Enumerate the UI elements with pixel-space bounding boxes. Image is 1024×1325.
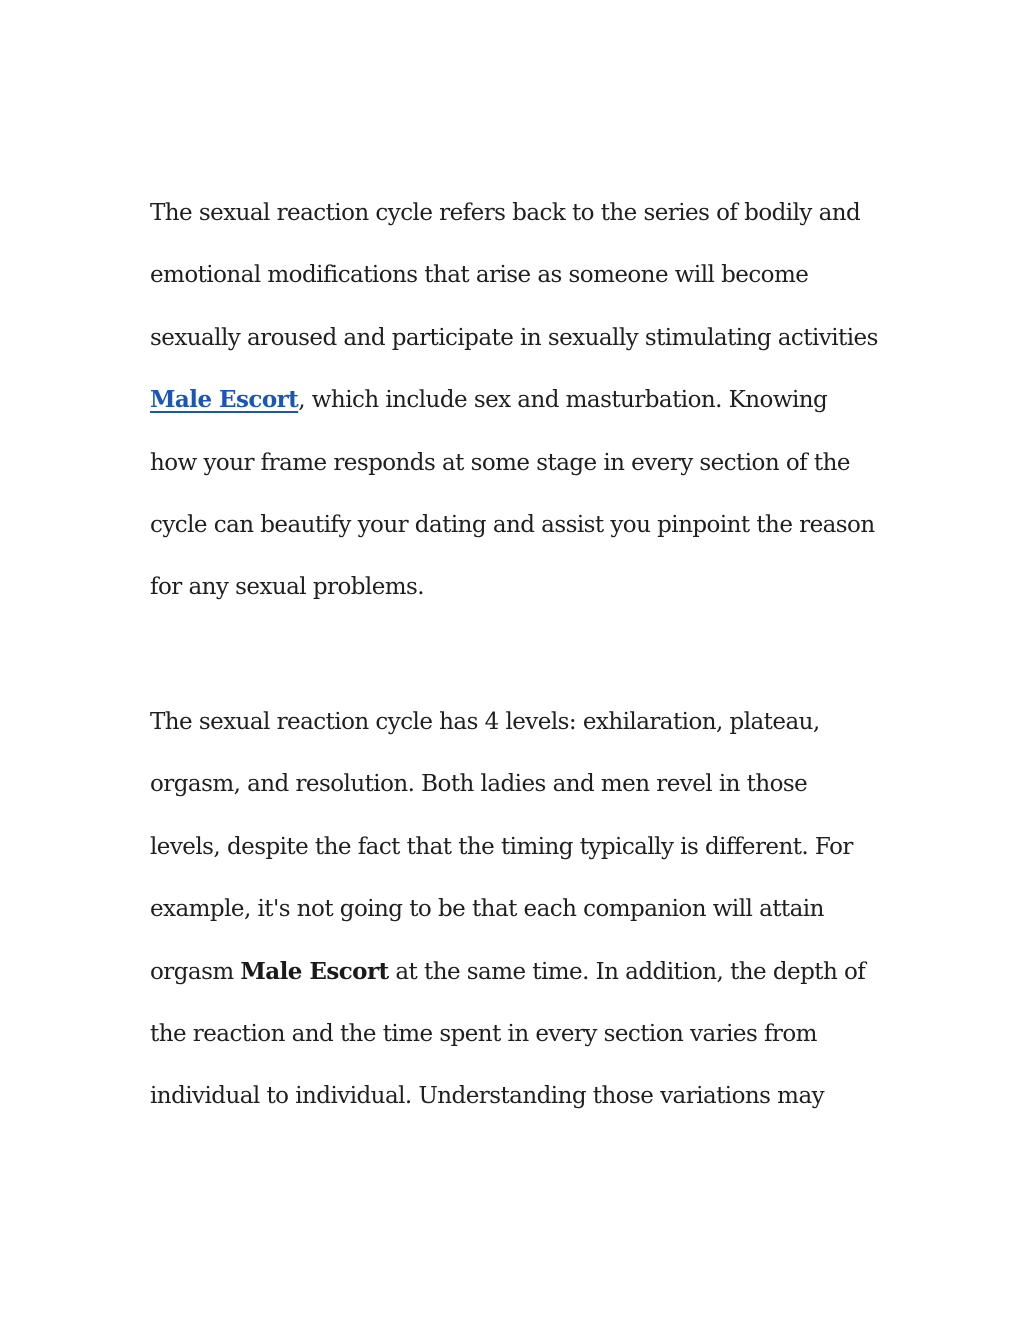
text-fragment: orgasm — [150, 958, 241, 985]
text-line: cycle can beautify your dating and assist you pinpoint the reason — [150, 511, 875, 538]
text-line: individual to individual. Understanding those variations may — [150, 1083, 825, 1110]
male-escort-link[interactable]: Male Escort — [150, 386, 299, 414]
male-escort-bold-text: Male Escort — [240, 957, 389, 985]
text-line: orgasm, and resolution. Both ladies and men revel in those — [150, 771, 808, 798]
text-fragment: , which include sex and masturbation. Knowing — [298, 387, 828, 414]
text-line: example, it's not going to be that each companion will attain — [150, 896, 824, 923]
text-line: for any sexual problems. — [150, 574, 425, 601]
text-line: sexually aroused and participate in sexually stimulating activities — [150, 324, 878, 351]
paragraph-sexual-reaction-cycle-intro — [150, 182, 880, 619]
text-line: emotional modifications that arise as someone will become — [150, 262, 809, 289]
text-line-with-bold — [150, 941, 880, 1003]
text-line: The sexual reaction cycle refers back to the series of bodily and — [150, 200, 861, 226]
text-line: levels, despite the fact that the timing typically is different. For — [150, 833, 853, 860]
text-line: The sexual reaction cycle has 4 levels: exhilaration, plateau, — [150, 709, 820, 735]
text-line-with-link — [150, 369, 880, 431]
paragraph-four-levels — [150, 691, 880, 1128]
text-line: the reaction and the time spent in every section varies from — [150, 1020, 817, 1047]
text-fragment: at the same time. In addition, the depth of — [388, 958, 866, 985]
text-line: how your frame responds at some stage in every section of the — [150, 449, 850, 476]
